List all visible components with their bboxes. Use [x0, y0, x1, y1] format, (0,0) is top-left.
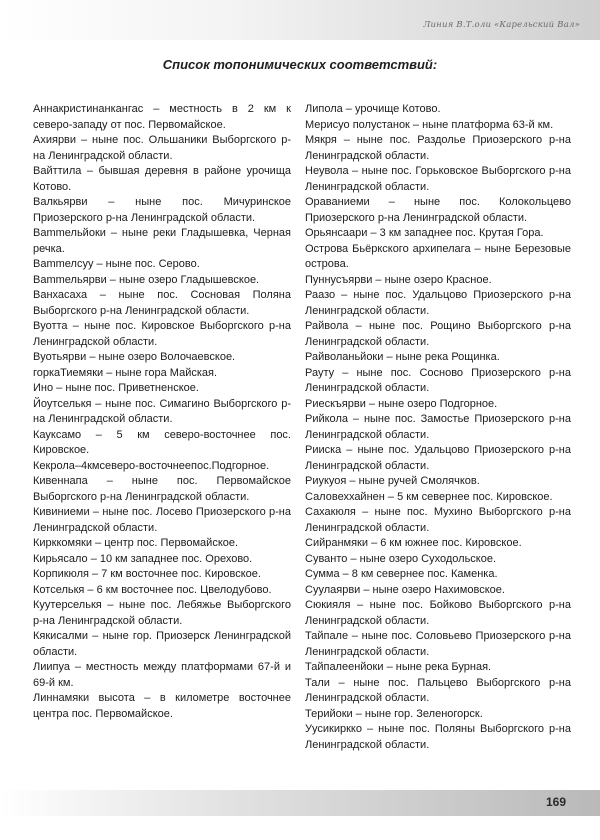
- header-bar: [0, 0, 600, 40]
- list-item: Сумма – 8 км севернее пос. Каменка.: [305, 568, 498, 580]
- list-item: Терийоки – ныне гор. Зеленогорск.: [305, 707, 483, 720]
- list-item: Ораваниеми – ныне пос. Колокольцево Приозерского р-на Ленинградской области.: [305, 196, 571, 224]
- list-item: Аннакристинанкангас – местность в 2 км к северо-западу от пос. Первомайское.: [33, 103, 291, 131]
- list-item: Лиипуа – местность между платформами 67-й и 69-й км.: [33, 661, 291, 689]
- toponym-list-right: [305, 102, 571, 753]
- list-item: Кекрола–4кмсеверо-восточнеепос.Подгорное.: [33, 459, 270, 472]
- list-item: Ино – ныне пос. Приветненское.: [33, 382, 199, 394]
- list-item: Раазо – ныне пос. Удальцово Приозерского р-на Ленинградской области.: [305, 289, 571, 317]
- list-item: Рауту – ныне пос. Сосново Приозерского р-на Ленинградской области.: [305, 366, 571, 394]
- list-item: горкаТиемяки – ныне гора Майская.: [33, 366, 218, 379]
- list-item: Котселькя – 6 км восточнее пос. Цвелодубово.: [33, 583, 272, 596]
- list-item: Вammельярви – ныне озеро Гладышевское.: [33, 273, 260, 286]
- list-item: Кякисалми – ныне гор. Приозерск Ленинградской области.: [33, 630, 291, 658]
- list-item: Сахакюля – ныне пос. Мухино Выборгского р-на Ленинградской области.: [305, 506, 571, 534]
- list-item: Риескъярви – ныне озеро Подгорное.: [305, 397, 498, 410]
- list-item: Рииска – ныне пос. Удальцово Приозерского р-на Ленинградской области.: [305, 444, 571, 472]
- list-item: Острова Бьёркского архипелага – ныне Березовые острова.: [305, 242, 571, 270]
- list-item: Ахиярви – ныне пос. Ольшаники Выборгского р-на Ленинградской области.: [33, 134, 291, 162]
- list-item: Орьянсаари – 3 км западнее пос. Крутая Гора.: [305, 227, 544, 239]
- list-item: Куутерселькя – ныне пос. Лебяжье Выборгского р-на Ленинградской области.: [33, 599, 291, 627]
- list-item: Кирьясало – 10 км западнее пос. Орехово.: [33, 552, 253, 565]
- list-item: Мерисуо полустанок – ныне платформа 63-й км.: [305, 118, 554, 131]
- list-item: Кирккомяки – центр пос. Первомайское.: [33, 537, 239, 549]
- list-item: Неувола – ныне пос. Горьковское Выборгского р-на Ленинградской области.: [305, 165, 571, 193]
- list-item: Корпикюля – 7 км восточнее пос. Кировское.: [33, 568, 261, 580]
- list-item: Вайттила – бывшая деревня в районе урочища Котово.: [33, 165, 291, 193]
- page-title: Список топонимических соответствий:: [162, 57, 438, 72]
- list-item: Рийкола – ныне пос. Замостье Приозерского р-на Ленинградской области.: [305, 413, 571, 441]
- list-item: Мякря – ныне пос. Раздолье Приозерского р-на Ленинградской области.: [305, 134, 571, 162]
- list-item: Райволаньйоки – ныне река Рощинка.: [305, 351, 500, 363]
- list-item: Кауксамо – 5 км северо-восточнее пос. Кировское.: [33, 428, 291, 456]
- page-number: 169: [545, 795, 566, 809]
- list-item: Саловеххайнен – 5 км севернее пос. Кировское.: [305, 490, 553, 503]
- list-item: Райвола – ныне пос. Рощино Выборгского р-на Ленинградской области.: [305, 320, 571, 348]
- list-item: Суванто – ныне озеро Суходольское.: [305, 552, 497, 565]
- list-item: Вуотьярви – ныне озеро Волочаевское.: [33, 351, 236, 363]
- list-item: Тайпалеенйоки – ныне река Бурная.: [305, 661, 492, 673]
- list-item: Липола – урочище Котово.: [305, 103, 441, 115]
- list-item: Вуотта – ныне пос. Кировское Выборгского р-на Ленинградской области.: [33, 320, 291, 348]
- list-item: Риукуоя – ныне ручей Смолячков.: [305, 475, 480, 487]
- list-item: Йоутселькя – ныне пос. Симагино Выборгского р-на Ленинградской области.: [33, 397, 291, 425]
- list-item: Сийранмяки – 6 км южнее пос. Кировское.: [305, 537, 522, 549]
- list-item: Суулаярви – ныне озеро Нахимовское.: [305, 583, 505, 596]
- list-item: Линнамяки высота – в километре восточнее центра пос. Первомайское.: [33, 692, 291, 720]
- list-item: Тали – ныне пос. Пальцево Выборгского р-на Ленинградской области.: [305, 676, 571, 704]
- list-item: Пуннусъярви – ныне озеро Красное.: [305, 273, 492, 286]
- list-item: Уусикиркко – ныне пос. Поляны Выборгского р-на Ленинградской области.: [305, 723, 571, 751]
- list-item: Вammелсуу – ныне пос. Серово.: [33, 258, 200, 270]
- list-item: Кивиниеми – ныне пос. Лосево Приозерского р-на Ленинградской области.: [33, 506, 291, 534]
- list-item: Сюкияля – ныне пос. Бойково Выборгского р-на Ленинградской области.: [305, 599, 571, 627]
- list-item: Ванхасаха – ныне пос. Сосновая Поляна Выборгского р-на Ленинградской области.: [33, 289, 291, 317]
- running-head: Линия В.Т.оли «Карельский Вал»: [423, 20, 580, 30]
- list-item: Тайпале – ныне пос. Соловьево Приозерского р-на Ленинградской области.: [305, 630, 571, 658]
- list-item: Вammельйоки – ныне реки Гладышевка, Черная речка.: [33, 227, 291, 255]
- toponym-list-left: [33, 102, 291, 722]
- list-item: Валкьярви – ныне пос. Мичуринское Приозерского р-на Ленинградской области.: [33, 196, 291, 224]
- list-item: Кивеннапа – ныне пос. Первомайское Выборгского р-на Ленинградской области.: [33, 475, 291, 503]
- footer-bar: [0, 790, 600, 816]
